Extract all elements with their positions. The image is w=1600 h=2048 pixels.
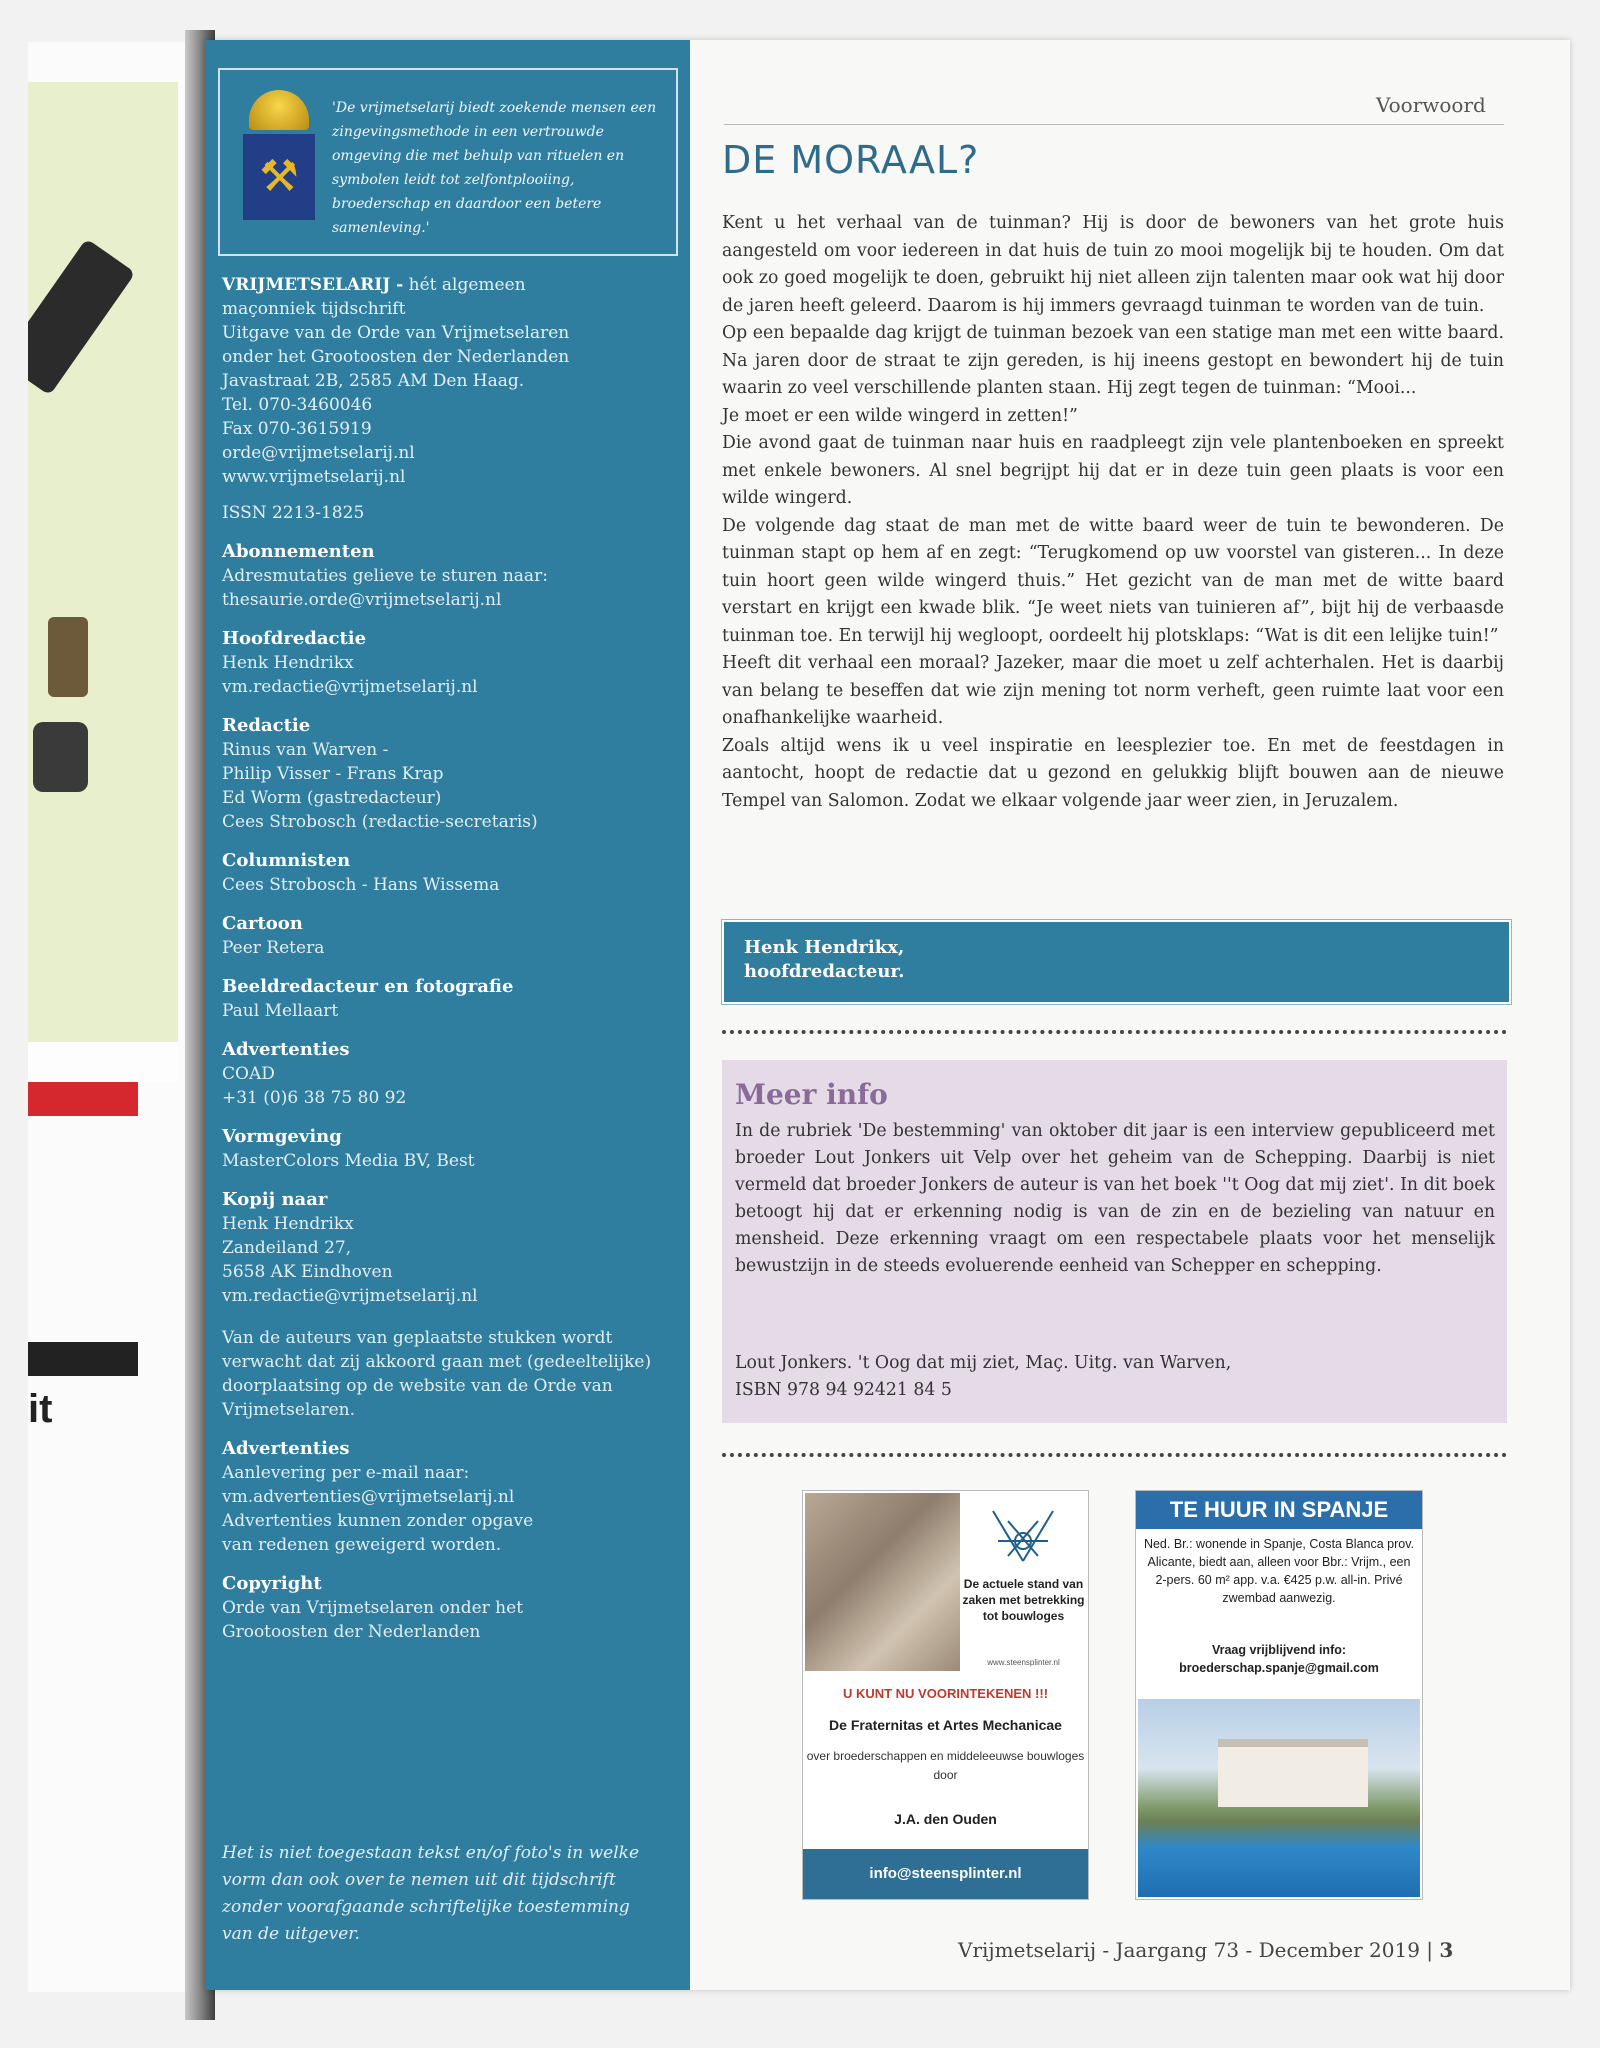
ad-preorder: U KUNT NU VOORINTEKENEN !!! <box>842 1686 1049 1701</box>
square-compass-icon: ⚒ <box>243 134 315 220</box>
previous-page-black-bar <box>28 1342 138 1376</box>
villa-house <box>1218 1739 1368 1807</box>
previous-page-band <box>28 1042 178 1082</box>
section-hoofdredactie: Hoofdredactie Henk Hendrikx vm.redactie@vrijmetselarij.nl <box>222 626 677 699</box>
compass-logo-icon <box>978 1501 1073 1571</box>
ad-email-link[interactable]: info@steensplinter.nl <box>803 1849 1088 1899</box>
previous-page-image <box>28 82 178 1042</box>
ad-heading: TE HUUR IN SPANJE <box>1136 1491 1422 1529</box>
ad-url[interactable]: www.steensplinter.nl <box>987 1658 1060 1667</box>
previous-page-fragment: it <box>28 1387 53 1431</box>
masonic-emblem <box>243 90 315 220</box>
ad-stand-text: De actuele stand van zaken met betrekking tot bouwloges <box>962 1577 1085 1623</box>
page-number: 3 <box>1439 1938 1454 1962</box>
signature <box>744 936 905 984</box>
email-link[interactable]: vm.redactie@vrijmetselarij.nl <box>222 1286 478 1306</box>
article-body <box>722 210 1504 815</box>
section-abonnementen: Abonnementen Adresmutaties gelieve te sturen naar: thesaurie.orde@vrijmetselarij.nl <box>222 539 677 612</box>
section-kopij: Kopij naar Henk Hendrikx Zandeiland 27, 5658 AK Eindhoven vm.redactie@vrijmetselarij.nl <box>222 1187 677 1308</box>
tool-image <box>33 722 88 792</box>
page-footer <box>958 1938 1453 1962</box>
article-paragraph: Kent u het verhaal van de tuinman? Hij is door de bewoners van het grote huis aangesteld om voor iedereen in dat huis de tuin zo mooi mogelijk bij te houden. Om dat ook zo goed mogelijk te doen, gebruikt hij niet alleen zijn talenten maar ook wat hij door de jaren heeft geleerd. Daarom is hij immers gevraagd tuinman te worden van de tuin. <box>722 213 1504 316</box>
meer-info-body: In de rubriek 'De bestemming' van oktober dit jaar is een interview gepubliceerd met broeder Lout Jonkers uit Velp over het geheim van de Schepping. Daarbij is niet vermeld dat broeder Jonkers de auteur is van het boek ''t Oog dat mij ziet'. In dit boek betoogt hij dat er erkenning nodig is van de zin en de bezieling van natuur en mensheid. Deze erkenning vraagt om een respectabele plaats voor het menselijk bewustzijn in de steeds evoluerende eenheid van Schepper en schepping. <box>735 1121 1495 1276</box>
steensplinter-ad[interactable] <box>802 1490 1089 1900</box>
section-cartoon: Cartoon Peer Retera <box>222 913 325 958</box>
section-vormgeving: Vormgeving MasterColors Media BV, Best <box>222 1126 475 1171</box>
colofon <box>222 273 677 1644</box>
previous-page-red-bar <box>28 1082 138 1116</box>
ad-contact: Vraag vrijblijvend info: broederschap.spanje@gmail.com <box>1179 1643 1379 1675</box>
section-advertenties-aanlevering: Advertenties Aanlevering per e-mail naar: vm.advertenties@vrijmetselarij.nl Advertenties kunnen zonder opgave van redenen geweigerd worden. <box>222 1436 677 1557</box>
article-paragraph: Zoals altijd wens ik u veel inspiratie en leesplezier toe. En met de feestdagen in aantocht, hoopt de redactie dat u gezond en gelukkig blijft bouwen aan de nieuwe Tempel van Salomon. Zodat we elkaar volgende jaar weer zien, in Jeruzalem. <box>722 735 1504 811</box>
ad-description: Ned. Br.: wonende in Spanje, Costa Blanca prov. Alicante, biedt aan, alleen voor Bbr.: Vrijm., een 2-pers. 60 m² app. v.a. €425 p.w. all-in. Privé zwembad aanwezig. <box>1143 1537 1415 1605</box>
signature-name: Henk Hendrikx, <box>744 937 905 958</box>
masthead-title: VRIJMETSELARIJ - <box>222 275 404 295</box>
dotted-divider <box>722 1453 1507 1457</box>
lamp-icon <box>249 90 309 130</box>
dotted-divider <box>722 1030 1507 1034</box>
section-columnisten: Columnisten Cees Strobosch - Hans Wissema <box>222 850 500 895</box>
website-link[interactable]: www.vrijmetselarij.nl <box>222 467 406 487</box>
email-link[interactable]: thesaurie.orde@vrijmetselarij.nl <box>222 590 502 610</box>
section-label: Voorwoord <box>1376 93 1486 117</box>
book-reference: Lout Jonkers. 't Oog dat mij ziet, Maç. Uitg. van Warven, ISBN 978 94 92421 84 5 <box>735 1353 1232 1400</box>
article-paragraph: Die avond gaat de tuinman naar huis en raadpleegt zijn vele plantenboeken en spreekt met enkele bewoners. Al snel begrijpt hij dat er in deze tuin geen plaats is voor een wilde wingerd. <box>722 433 1504 508</box>
section-advertenties: Advertenties COAD +31 (0)6 38 75 80 92 <box>222 1039 407 1108</box>
ad-book-author: J.A. den Ouden <box>894 1811 997 1827</box>
ad-email-link[interactable]: broederschap.spanje@gmail.com <box>1179 1661 1379 1675</box>
article-paragraph: Op een bepaalde dag krijgt de tuinman bezoek van een statige man met een witte baard. Na jaren door de straat te zijn gereden, is hij ineens gestopt en bewondert hij de tuin waarin zo veel verschillende planten staan. Hij zegt tegen de tuinman: “Mooi... <box>722 323 1504 398</box>
ad-book-subtitle: over broederschappen en middeleeuwse bouwloges door <box>806 1749 1085 1782</box>
mission-quote: 'De vrijmetselarij biedt zoekende mensen een zingevingsmethode in een vertrouwde omgeving die met behulp van rituelen en symbolen leidt tot zelfontplooiing, broederschap en daardoor een betere samenleving.' <box>332 100 657 236</box>
email-link[interactable]: vm.redactie@vrijmetselarij.nl <box>222 677 478 697</box>
disclaimer: Van de auteurs van geplaatste stukken wordt verwacht dat zij akkoord gaan met (gedeeltelijke) doorplaatsing op de website van de Orde van Vrijmetselaren. <box>222 1328 652 1420</box>
issn: ISSN 2213-1825 <box>222 503 365 523</box>
section-beeldredacteur: Beeldredacteur en fotografie Paul Mellaart <box>222 976 514 1021</box>
article-paragraph: Je moet er een wilde wingerd in zetten!” <box>722 405 1078 426</box>
signature-role: hoofdredacteur. <box>744 961 905 982</box>
footer-text: Vrijmetselarij - Jaargang 73 - December 2019 | <box>958 1938 1434 1962</box>
article-paragraph: De volgende dag staat de man met de witte baard weer de tuin te bewonderen. De tuinman stapt op hem af en zegt: “Terugkomend op uw voorstel van gisteren... In deze tuin hoort geen wilde wingerd thuis.” Het gezicht van de man met de witte baard verstart en krijgt een kwade blik. “Je weet niets van tuinieren af”, bijt hij de verbaasde tuinman toe. En terwijl hij wegloopt, oordeelt hij plotsklaps: “Wat is dit een lelijke tuin!” <box>722 515 1504 646</box>
article-paragraph: Heeft dit verhaal een moraal? Jazeker, maar die moet u zelf achterhalen. Het is daarbij van belang te beseffen dat wie zijn mening tot norm verheft, geen ruimte laat voor een onafhankelijke waarheid. <box>722 653 1504 728</box>
previous-page-edge <box>28 42 203 1992</box>
section-copyright: Copyright Orde van Vrijmetselaren onder het Grootoosten der Nederlanden <box>222 1573 524 1642</box>
carved-stone-photo <box>805 1493 960 1671</box>
villa-pool-photo <box>1138 1699 1420 1897</box>
email-link[interactable]: vm.advertenties@vrijmetselarij.nl <box>222 1487 515 1507</box>
spanje-rental-ad[interactable] <box>1135 1490 1423 1900</box>
article-headline: DE MORAAL? <box>722 138 980 182</box>
masthead: VRIJMETSELARIJ - hét algemeen maçonniek tijdschrift Uitgave van de Orde van Vrijmetselaren onder het Grootoosten der Nederlanden Javastraat 2B, 2585 AM Den Haag. Tel. 070-3460046 Fax 070-3615919 orde@vrijmetselarij.nl www.vrijmetselarij.nl <box>222 275 570 487</box>
ad-book-title: De Fraternitas et Artes Mechanicae <box>829 1717 1062 1733</box>
meer-info-box <box>722 1060 1507 1423</box>
legal-notice: Het is niet toegestaan tekst en/of foto's in welke vorm dan ook over te nemen uit dit tijdschrift zonder voorafgaande schriftelijke toestemming van de uitgever. <box>222 1843 640 1944</box>
meer-info-title: Meer info <box>735 1078 888 1111</box>
tool-image <box>48 617 88 697</box>
email-link[interactable]: orde@vrijmetselarij.nl <box>222 443 415 463</box>
section-redactie: Redactie Rinus van Warven - Philip Visser - Frans Krap Ed Worm (gastredacteur) Cees Strobosch (redactie-secretaris) <box>222 715 538 832</box>
signature-box <box>722 920 1511 1004</box>
header-rule <box>724 124 1504 125</box>
